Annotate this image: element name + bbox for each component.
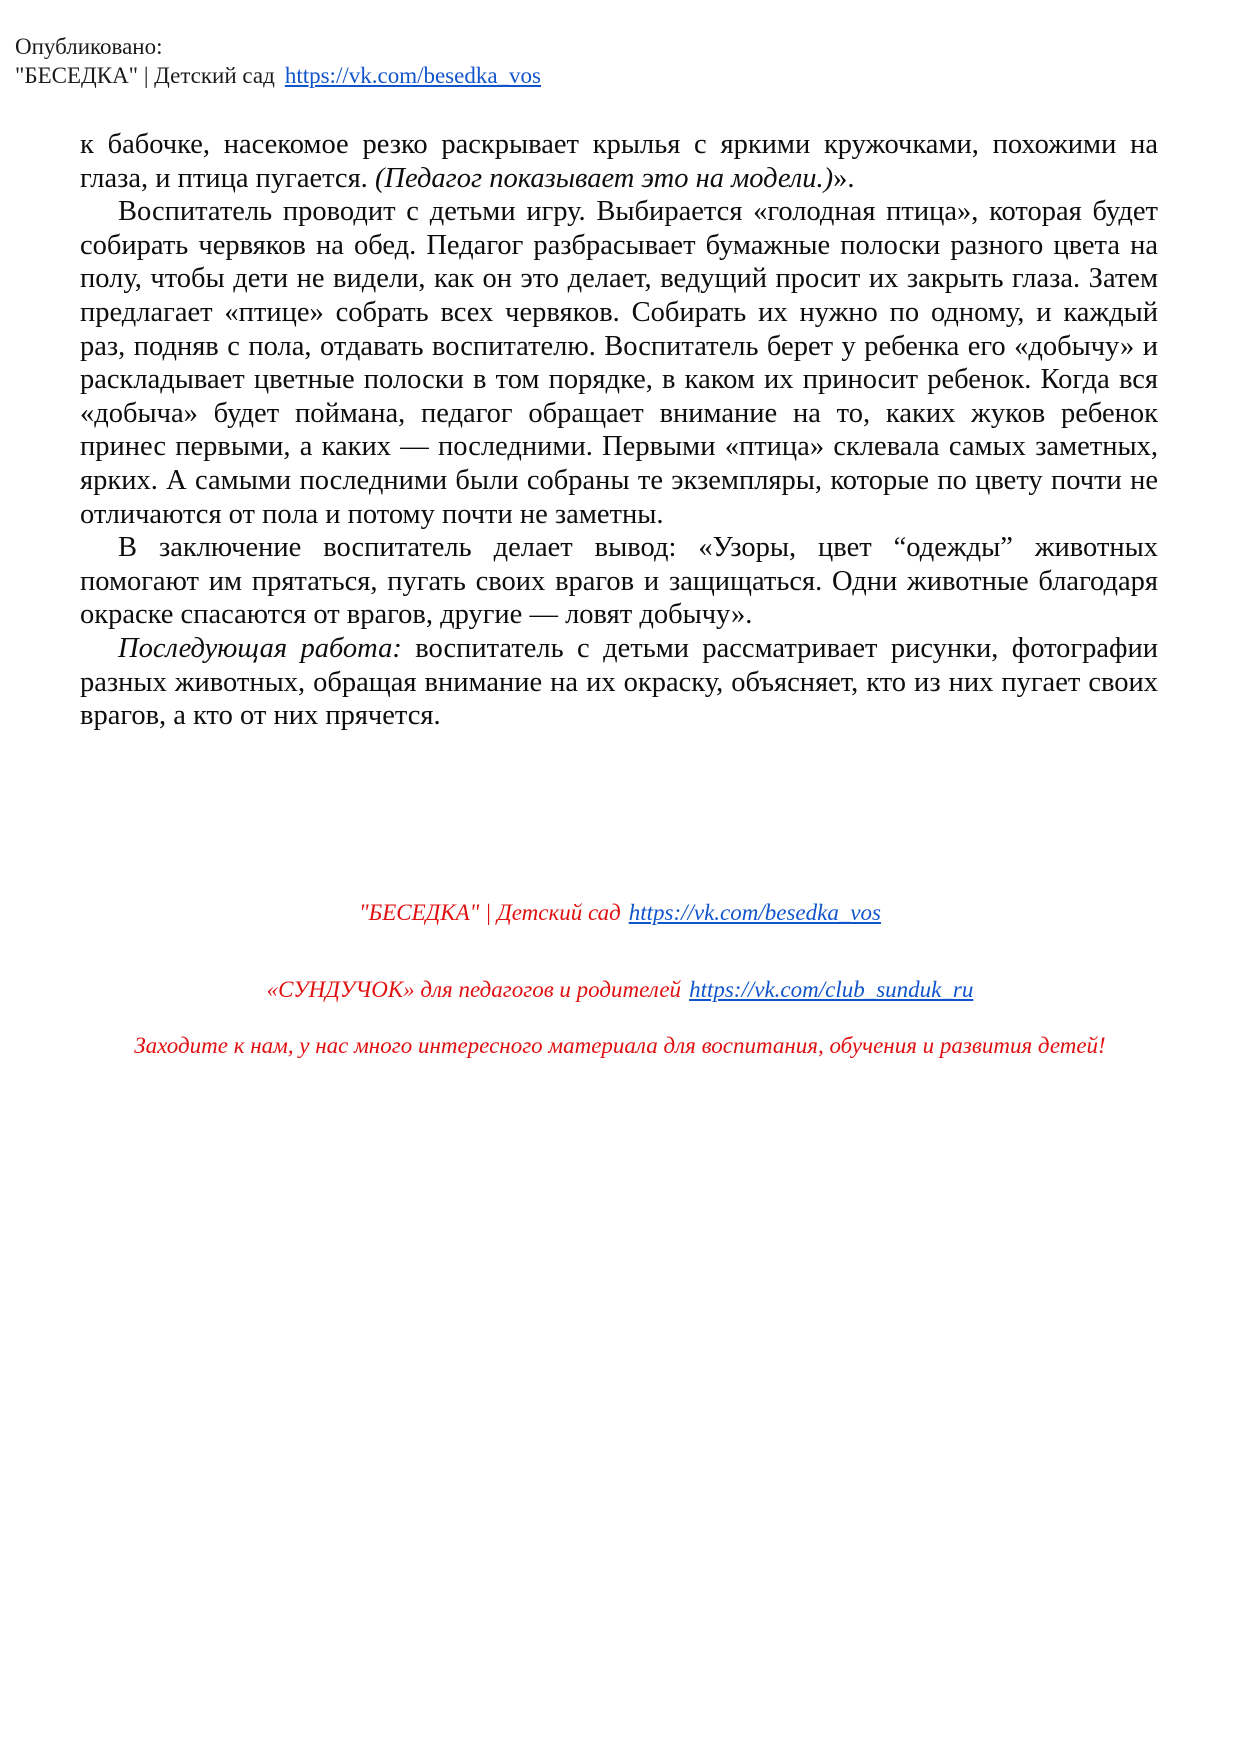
footer-sunduk-link[interactable]: https://vk.com/club_sunduk_ru (689, 977, 974, 1002)
published-label: Опубликовано: (15, 34, 163, 59)
paragraph-4 (80, 632, 1158, 733)
paragraph-1-end: ». (833, 162, 855, 194)
footer-line-sunduk (0, 975, 1240, 1005)
footer-besedka-text: "БЕСЕДКА" | Детский сад (359, 900, 621, 925)
document-body (80, 128, 1158, 733)
footer-invitation: Заходите к нам, у нас много интересного материала для воспитания, обучения и развития детей! (134, 1033, 1106, 1058)
page-header (15, 32, 541, 90)
page-footer (0, 898, 1240, 1061)
paragraph-3: В заключение воспитатель делает вывод: «Узоры, цвет “одежды” животных помогают им прятаться, пугать своих врагов и защищаться. Одни животные благодаря окраске спасаются от врагов, другие — ловят добычу». (80, 532, 1158, 631)
paragraph-1-text: к бабочке, насекомое резко раскрывает крылья с яркими кружочками, похожими на глаза, и птица пугается. (80, 129, 1158, 194)
header-site-line (15, 61, 541, 90)
paragraph-4-italic: Последующая работа: (118, 632, 402, 664)
footer-besedka-link[interactable]: https://vk.com/besedka_vos (628, 900, 881, 925)
paragraph-4-text: воспитатель с детьми рассматривает рисунки, фотографии разных животных, обращая внимание на их окраску, объясняет, кто из них пугает своих врагов, а кто от них прячется. (80, 632, 1158, 732)
header-site-name: "БЕСЕДКА" | Детский сад (15, 63, 275, 88)
header-site-link[interactable]: https://vk.com/besedka_vos (284, 63, 541, 88)
paragraph-1 (80, 128, 1158, 195)
footer-sunduk-text: «СУНДУЧОК» для педагогов и родителей (266, 977, 682, 1002)
paragraph-1-italic: (Педагог показывает это на модели.) (374, 162, 834, 194)
paragraph-2: Воспитатель проводит с детьми игру. Выбирается «голодная птица», которая будет собирать червяков на обед. Педагог разбрасывает бумажные полоски разного цвета на полу, чтобы дети не видели, как он это делает, ведущий просит их закрыть глаза. Затем предлагает «птице» собрать всех червяков. Собирать их нужно по одному, и каждый раз, подняв с пола, отдавать воспитателю. Воспитатель берет у ребенка его «добычу» и раскладывает цветные полоски в том порядке, в каком их приносит ребенок. Когда вся «добыча» будет поймана, педагог обращает внимание на то, каких жуков ребенок принес первыми, а каких — последними. Первыми «птица» склевала самых заметных, ярких. А самыми последними были собраны те экземпляры, которые по цвету почти не отличаются от пола и потому почти не заметны. (80, 196, 1158, 530)
footer-line-besedka (0, 898, 1240, 928)
